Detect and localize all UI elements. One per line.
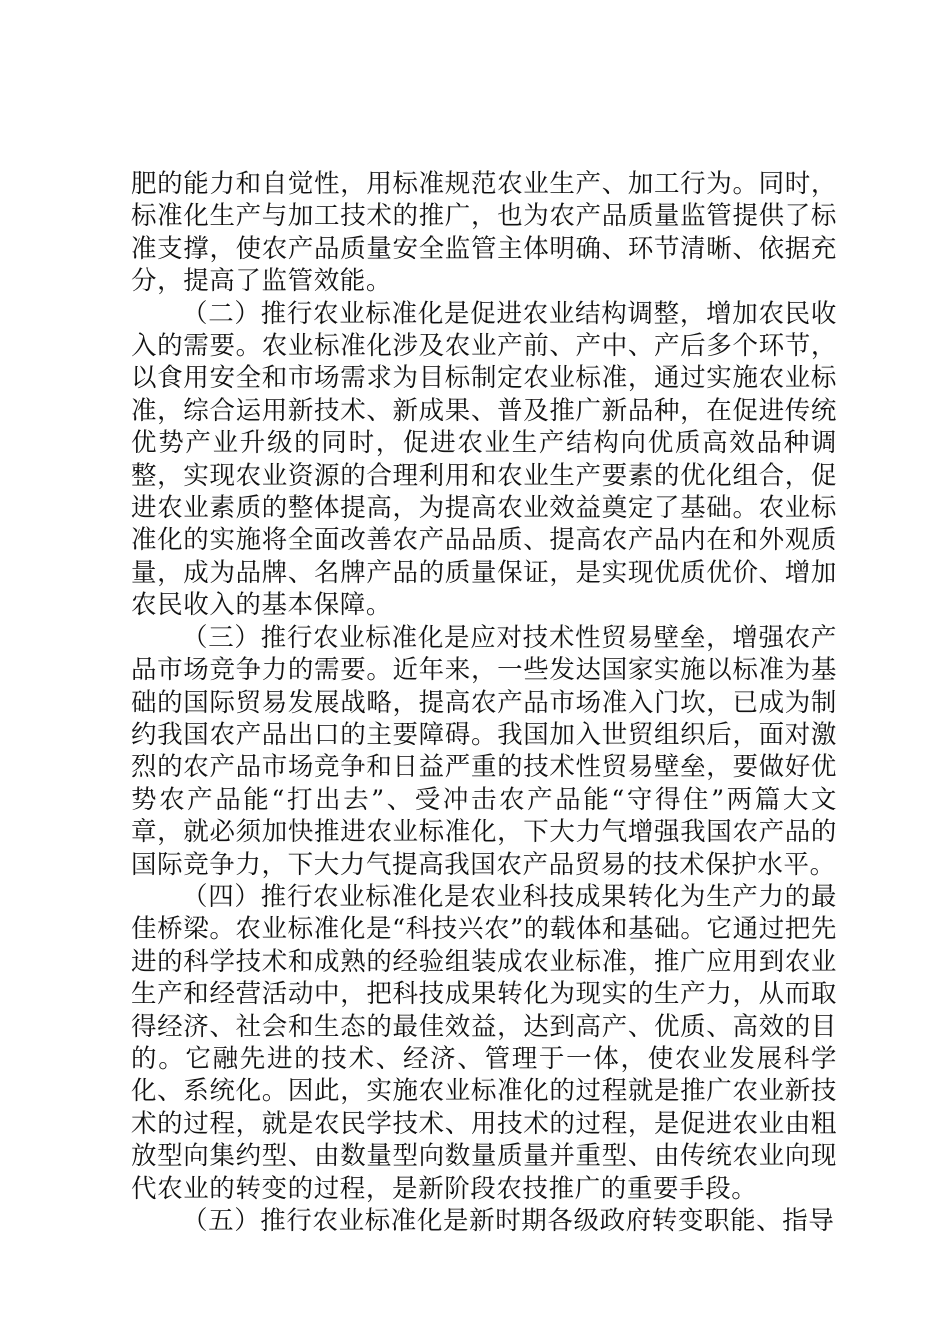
paragraph-section-3: （三）推行农业标准化是应对技术性贸易壁垒，增强农产品市场竞争力的需要。近年来，一些发达国家实施以标准为基础的国际贸易发展战略，提高农产品市场准入门坎，已成为制约我国农产品出口的主要障碍。我国加入世贸组织后，面对激烈的农产品市场竞争和日益严重的技术性贸易壁垒，要做好优势农产品能“打出去”、受冲击农产品能“守得住”两篇大文章，就必须加快推进农业标准化，下大力气增强我国农产品的国际竞争力，下大力气提高我国农产品贸易的技术保护水平。: [131, 622, 837, 880]
paragraph-section-4: （四）推行农业标准化是农业科技成果转化为生产力的最佳桥梁。农业标准化是“科技兴农”的载体和基础。它通过把先进的科学技术和成熟的经验组装成农业标准，推广应用到农业生产和经营活动中，把科技成果转化为现实的生产力，从而取得经济、社会和生态的最佳效益，达到高产、优质、高效的目的。它融先进的技术、经济、管理于一体，使农业发展科学化、系统化。因此，实施农业标准化的过程就是推广农业新技术的过程，就是农民学技术、用技术的过程，是促进农业由粗放型向集约型、由数量型向数量质量并重型、由传统农业向现代农业的转变的过程，是新阶段农技推广的重要手段。: [131, 881, 837, 1204]
document-body: [131, 168, 837, 1237]
paragraph-section-5: （五）推行农业标准化是新时期各级政府转变职能、指导: [182, 1206, 835, 1236]
paragraph-continuation: 肥的能力和自觉性，用标准规范农业生产、加工行为。同时，标准化生产与加工技术的推广，也为农产品质量监管提供了标准支撑，使农产品质量安全监管主体明确、环节清晰、依据充分，提高了监管效能。: [131, 169, 837, 297]
paragraph-section-2: （二）推行农业标准化是促进农业结构调整，增加农民收入的需要。农业标准化涉及农业产前、产中、产后多个环节，以食用安全和市场需求为目标制定农业标准，通过实施农业标准，综合运用新技术、新成果、普及推广新品种，在促进传统优势产业升级的同时，促进农业生产结构向优质高效品种调整，实现农业资源的合理利用和农业生产要素的优化组合，促进农业素质的整体提高，为提高农业效益奠定了基础。农业标准化的实施将全面改善农产品品质、提高农产品内在和外观质量，成为品牌、名牌产品的质量保证，是实现优质优价、增加农民收入的基本保障。: [131, 298, 837, 621]
